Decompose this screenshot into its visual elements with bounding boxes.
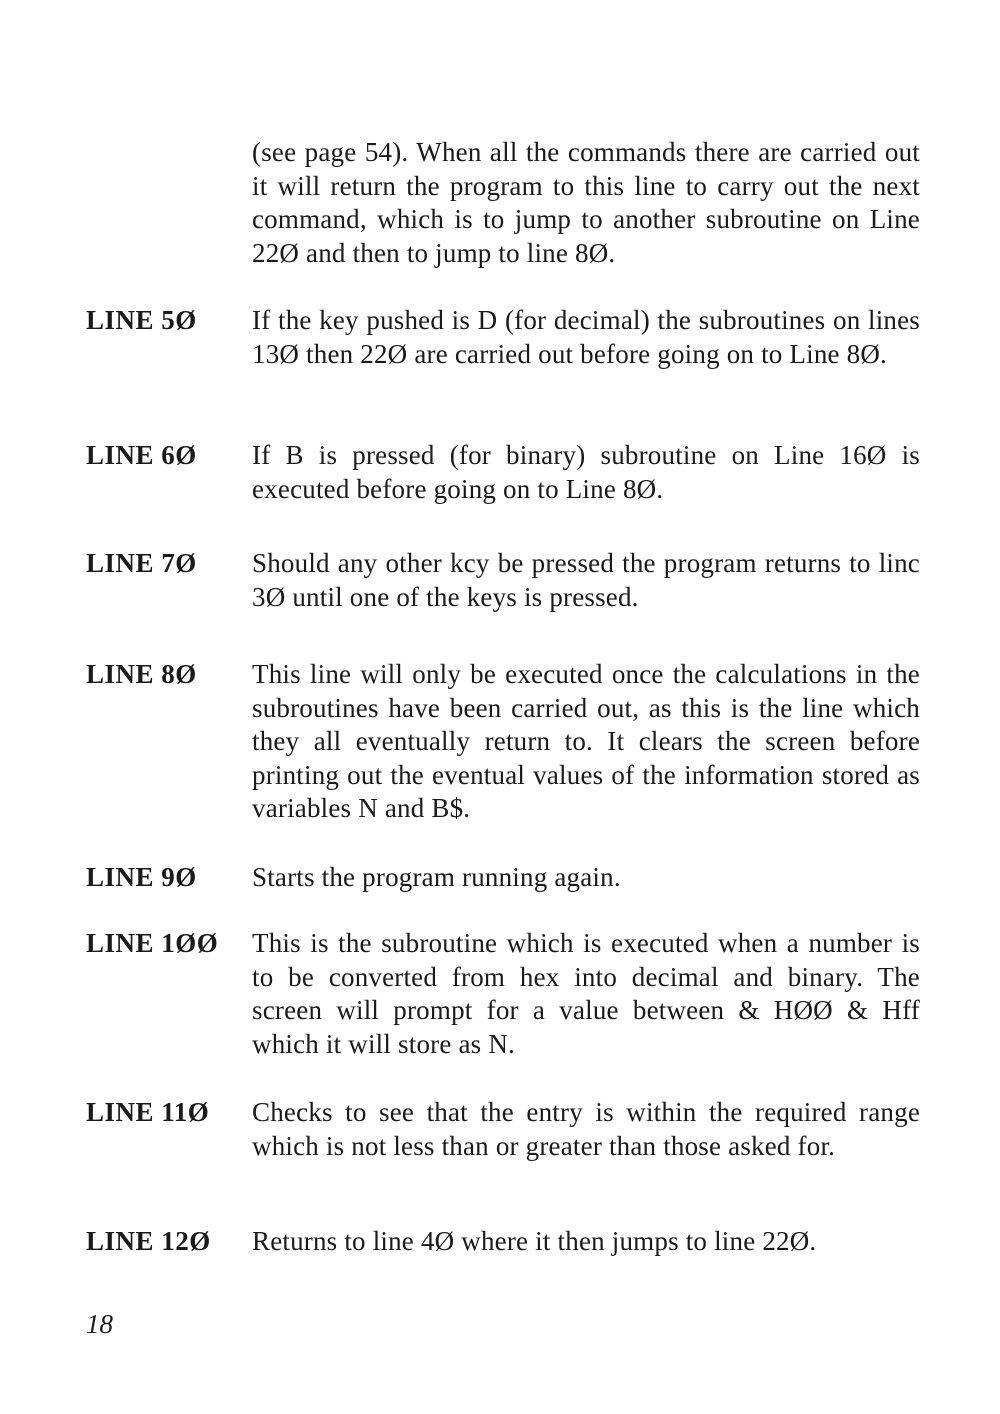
line-description: If the key pushed is D (for decimal) the subroutines on lines 13Ø then 22Ø are carried out before going on to Line 8Ø. xyxy=(252,305,920,369)
line-label: LINE 9Ø xyxy=(86,862,197,892)
line-description: If B is pressed (for binary) subroutine on Line 16Ø is executed before going on to Line 8Ø. xyxy=(252,440,920,504)
line-label: LINE 5Ø xyxy=(86,305,197,335)
page-number: 18 xyxy=(86,1309,113,1339)
line-description: Should any other kcy be pressed the program returns to linc 3Ø until one of the keys is pressed. xyxy=(252,548,920,612)
line-label: LINE 7Ø xyxy=(86,548,197,578)
line-label: LINE 11Ø xyxy=(86,1097,210,1127)
line-label: LINE 6Ø xyxy=(86,440,197,470)
line-description: This line will only be executed once the calculations in the subroutines have been carried out, as this is the line which they all eventually return to. It clears the screen before printing out the eventual values of the information stored as variables N and B$. xyxy=(252,659,920,823)
line-description: Returns to line 4Ø where it then jumps to line 22Ø. xyxy=(252,1226,817,1256)
continued-paragraph: (see page 54). When all the commands there are carried out it will return the program to this line to carry out the next command, which is to jump to another subroutine on Line 22Ø and then to jump to line 8Ø. xyxy=(252,137,920,268)
line-description: Checks to see that the entry is within the required range which is not less than or greater than those asked for. xyxy=(252,1097,920,1161)
line-label: LINE 1ØØ xyxy=(86,928,219,958)
line-description: Starts the program running again. xyxy=(252,862,621,892)
line-label: LINE 8Ø xyxy=(86,659,197,689)
line-label: LINE 12Ø xyxy=(86,1226,211,1256)
line-description: This is the subroutine which is executed when a number is to be converted from hex into decimal and binary. The screen will prompt for a value between & HØØ & Hff which it will store as N. xyxy=(252,928,920,1059)
